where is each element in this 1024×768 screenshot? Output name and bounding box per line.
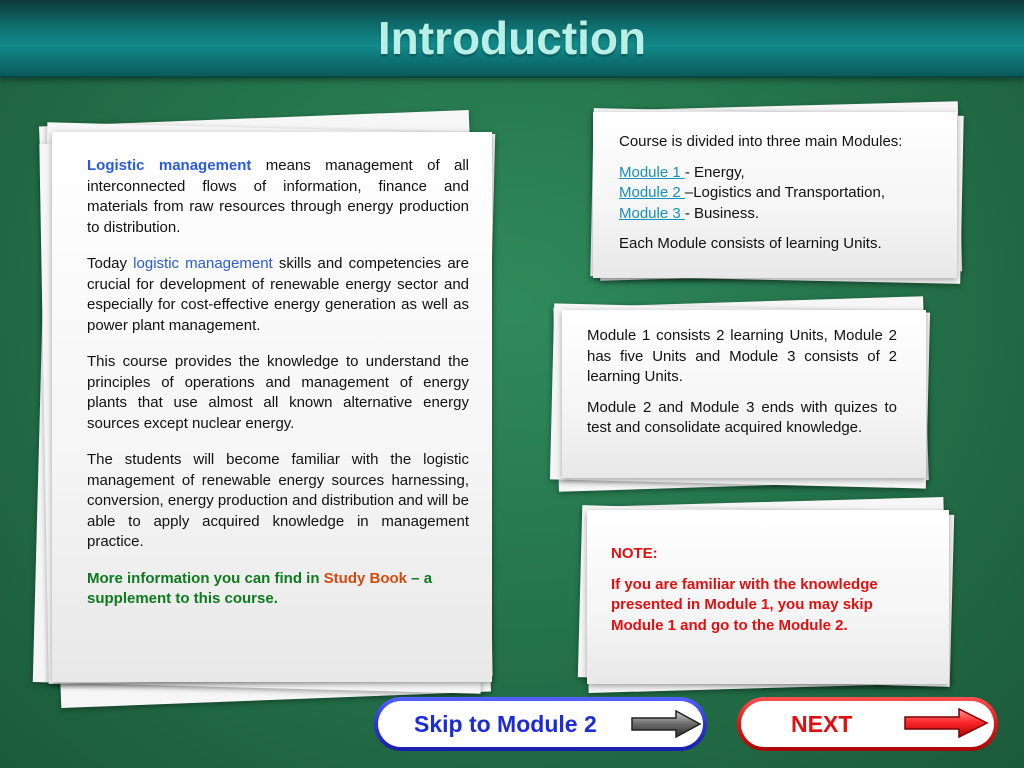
note-message: If you are familiar with the knowledge presented in Module 1, you may skip Module 1 and go to the Module 2.: [611, 575, 878, 634]
note-text: [611, 544, 921, 636]
next-button-face: [741, 701, 994, 747]
units-paragraph-2: Module 2 and Module 3 ends with quizes to test and consolidate acquired knowledge.: [587, 398, 897, 436]
units-paragraph-1: Module 1 consists 2 learning Units, Module 2 has five Units and Module 3 consists of 2 learning Units.: [587, 327, 897, 385]
skip-button-face: [378, 701, 703, 747]
modules-text: [619, 132, 939, 255]
skip-to-module-2-button[interactable]: [374, 697, 707, 751]
next-button[interactable]: [737, 697, 998, 751]
module-1-link[interactable]: Module 1: [619, 163, 685, 181]
header-bar: [0, 0, 1024, 78]
module-1-line: Module 1 - Energy,: [619, 163, 745, 181]
study-book-link[interactable]: Study Book: [323, 569, 408, 587]
intro-paragraph-1: Logistic management means management of all interconnected flows of information, finance and materials from raw resources through energy production to distribution.: [87, 157, 469, 236]
intro-paragraph-2: Today logistic management skills and competencies are crucial for development of renewable energy sector and especially for cost-effective energy generation as well as power plant management.: [87, 255, 469, 334]
intro-paragraph-4: The students will become familiar with the logistic management of renewable energy sources harnessing, conversion, energy production and distribution and will be able to apply acquired knowledge in management practice.: [87, 451, 469, 550]
page-title: Introduction: [377, 12, 647, 64]
module-3-line: Module 3 - Business.: [619, 204, 760, 222]
skip-button-label: Skip to Module 2: [414, 710, 597, 737]
next-button-label: NEXT: [791, 710, 853, 737]
intro-text: [87, 156, 469, 626]
module-2-line: Module 2 –Logistics and Transportation,: [619, 184, 885, 201]
arrow-right-icon: [903, 707, 989, 739]
module-3-link[interactable]: Module 3: [619, 204, 685, 222]
modules-footer: Each Module consists of learning Units.: [619, 235, 882, 252]
units-text: [587, 326, 897, 439]
note-label: NOTE:: [611, 545, 658, 562]
modules-intro: Course is divided into three main Modules:: [619, 133, 903, 150]
intro-paragraph-3: This course provides the knowledge to understand the principles of operations and management of energy plants that use almost all known alternative energy sources except nuclear energy.: [87, 353, 469, 432]
module-2-link[interactable]: Module 2: [619, 184, 685, 201]
term-logistic-management: Logistic management: [87, 157, 252, 174]
arrow-right-icon: [630, 709, 702, 739]
intro-paragraph-5: More information you can find in Study Book – a supplement to this course.: [87, 569, 433, 607]
